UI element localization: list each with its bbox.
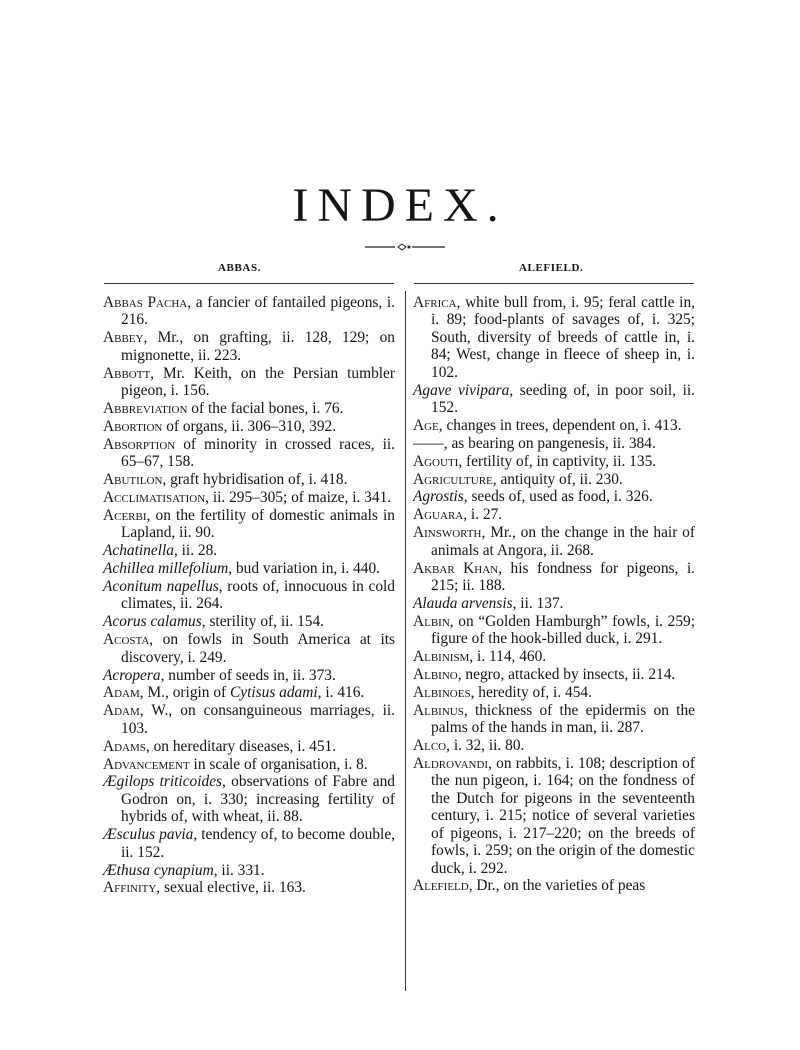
index-entry (413, 666, 695, 683)
ornamental-rule-icon (365, 241, 445, 253)
index-entry (103, 294, 395, 329)
index-headword: Albinus (413, 701, 464, 719)
index-entry-text: , i. 32, ii. 80. (446, 737, 525, 755)
index-entry (103, 756, 395, 773)
index-entry-text: , fertility of, in captivity, ii. 135. (458, 452, 657, 470)
index-entry (103, 329, 395, 364)
index-headword: Aldrovandi (413, 755, 489, 773)
index-entry-text: , ii. 295–305; of maize, i. 341. (205, 488, 392, 506)
index-entry (413, 613, 695, 648)
index-entry-text: , number of seeds in, ii. 373. (160, 666, 336, 684)
index-headword: Absorption (103, 435, 176, 453)
index-entry (413, 417, 695, 434)
index-entry-text: , Mr., on the change in the hair of animals at Angora, ii. 268. (431, 524, 695, 559)
index-entry (103, 613, 395, 630)
page-title: INDEX. (292, 179, 508, 232)
index-entry-text: , on rabbits, i. 108; description of the nun pigeon, i. 164; on the fondness of the Dutch for pigeons in the seventeenth century, i. 215; notice of several varieties of pigeons, i. 217–220; on the breeds of fowls, i. 259; on the origin of the domestic duck, i. 292. (431, 755, 695, 877)
index-entry-text: , tendency of, to become double, ii. 152. (121, 826, 395, 861)
index-entry-text: , his fondness for pigeons, i. 215; ii. 188. (431, 559, 695, 594)
index-entry (103, 702, 395, 737)
index-headword: —— (413, 434, 444, 452)
index-entry-italic: Cytisus adami (230, 684, 318, 702)
index-entry-text: , on the fertility of domestic animals in Lapland, ii. 90. (121, 506, 395, 542)
index-entry-text: , i. 416. (317, 684, 365, 702)
index-entry (413, 294, 695, 381)
index-headword: Adams (103, 737, 146, 755)
index-headword: Albin (413, 612, 450, 630)
index-entry-text: , W., on consanguineous marriages, ii. 103. (121, 702, 395, 737)
index-entry (413, 755, 695, 877)
index-headword: Africa (413, 294, 457, 311)
index-headword: Abbott (103, 364, 151, 382)
index-headword: Alco (413, 737, 447, 755)
index-headword: Agrostis (413, 488, 464, 506)
index-headword: Abortion (103, 417, 163, 435)
index-entry (103, 667, 395, 684)
index-entry-text: , changes in trees, dependent on, i. 413. (438, 416, 682, 434)
index-entry (103, 773, 395, 825)
index-entry-text: , white bull from, i. 95; feral cattle in, i. 89; food-plants of savages of, i. 325; South, diversity of breeds of cattle in, i. 84; West, change in fleece of sheep in, i. 102. (431, 294, 695, 381)
index-entry-text: , i. 27. (463, 506, 503, 524)
index-entry-text: , ii. 137. (512, 594, 564, 612)
index-entry (103, 862, 395, 879)
index-entry (103, 418, 395, 435)
header-rule-right (414, 283, 694, 284)
running-head-right: ALEFIELD. (519, 262, 584, 274)
index-entry (413, 506, 695, 523)
index-entry (103, 400, 395, 417)
index-entry (413, 471, 695, 488)
index-headword: Age (413, 416, 439, 434)
index-headword: Acosta (103, 631, 150, 649)
index-entry-text: of organs, ii. 306–310, 392. (162, 417, 337, 435)
index-headword: Abbreviation (103, 399, 188, 417)
index-headword: Abbas Pacha (103, 294, 188, 311)
index-headword: Alefield (413, 877, 469, 895)
index-entry (413, 435, 695, 452)
index-entry (413, 488, 695, 505)
index-entry-text: , sexual elective, ii. 163. (156, 879, 306, 897)
index-entry (103, 578, 395, 613)
index-entry (103, 631, 395, 666)
header-rule-left (104, 283, 394, 284)
index-entry (413, 737, 695, 754)
index-headword: Ainsworth (413, 524, 482, 542)
index-entry (103, 684, 395, 701)
index-entry (413, 453, 695, 470)
index-entry-text: , sterility of, ii. 154. (201, 613, 325, 631)
index-entry-text: , bud variation in, i. 440. (228, 560, 380, 578)
index-entry-text: in scale of organisation, i. 8. (189, 755, 368, 773)
running-head-left: ABBAS. (218, 262, 262, 274)
index-entry (103, 879, 395, 896)
index-entry (103, 560, 395, 577)
index-entry-text: , seeding of, in poor soil, ii. 152. (431, 381, 695, 416)
index-entry-text: , roots of, innocuous in cold climates, ii. 264. (121, 578, 395, 613)
index-entry-text: , Mr., on grafting, ii. 128, 129; on mignonette, ii. 223. (121, 329, 395, 364)
index-headword: Adam (103, 702, 140, 720)
index-entry (413, 877, 695, 894)
index-entry-text: , observations of Fabre and Godron on, i. 330; increasing fertility of hybrids of, with wheat, ii. 88. (121, 773, 395, 826)
index-headword: Æsculus pavia (103, 826, 194, 844)
index-headword: Albino (413, 666, 458, 684)
index-entry (413, 648, 695, 665)
index-headword: Acerbi (103, 506, 147, 524)
index-headword: Adam (103, 684, 140, 702)
index-entry-text: , antiquity of, ii. 230. (492, 470, 623, 488)
index-column-left (103, 294, 395, 1014)
column-divider (405, 291, 406, 991)
index-entry-text: , negro, attacked by insects, ii. 214. (457, 666, 676, 684)
index-entry (413, 524, 695, 559)
index-headword: Ægilops triticoides (103, 773, 223, 791)
index-entry-text: , on fowls in South America at its discovery, i. 249. (121, 631, 395, 666)
index-entry-text: , Mr. Keith, on the Persian tumbler pigeon, i. 156. (121, 364, 395, 400)
index-entry (413, 560, 695, 595)
index-entry (103, 826, 395, 861)
index-headword: Achatinella (103, 542, 174, 560)
index-headword: Æthusa cynapium (103, 861, 214, 879)
index-entry (413, 702, 695, 737)
index-entry-text: , on “Golden Hamburgh” fowls, i. 259; figure of the hook-billed duck, i. 291. (431, 612, 695, 648)
index-entry-text: , thickness of the epidermis on the palms of the hands in man, ii. 287. (431, 701, 695, 737)
index-entry-text: , ii. 331. (213, 861, 265, 879)
index-headword: Acorus calamus (103, 613, 202, 631)
index-headword: Advancement (103, 755, 190, 773)
index-entry-text: , i. 114, 460. (469, 648, 547, 666)
index-column-right (413, 294, 695, 1014)
index-entry-text: , seeds of, used as food, i. 326. (463, 488, 653, 506)
index-headword: Aconitum napellus (103, 578, 219, 595)
index-entry (103, 738, 395, 755)
index-entry-text: , ii. 28. (173, 542, 218, 560)
index-entry (103, 507, 395, 542)
index-headword: Abutilon (103, 471, 163, 489)
index-headword: Agave vivipara (413, 381, 510, 399)
index-entry-text: , a fancier of fantailed pigeons, i. 216. (121, 294, 395, 329)
index-headword: Acclimatisation (103, 488, 206, 506)
index-entry-text: , on hereditary diseases, i. 451. (145, 737, 337, 755)
index-entry-text: , Dr., on the varieties of peas (468, 877, 646, 895)
index-headword: Aguara (413, 506, 464, 524)
index-headword: Albinoes (413, 683, 471, 701)
index-headword: Alauda arvensis (413, 594, 513, 612)
index-entry (103, 471, 395, 488)
index-entry-text: , graft hybridisation of, i. 418. (162, 471, 348, 489)
index-headword: Agriculture (413, 470, 493, 488)
index-entry (413, 595, 695, 612)
index-headword: Akbar Khan (413, 559, 499, 577)
index-entry (413, 684, 695, 701)
index-entry-text: , heredity of, i. 454. (470, 683, 592, 701)
index-entry (103, 542, 395, 559)
index-headword: Abbey (103, 329, 144, 347)
index-entry (103, 489, 395, 506)
index-entry-text: , M., origin of (139, 684, 230, 702)
index-headword: Acropera (103, 666, 161, 684)
index-entry-text: of minority in crossed races, ii. 65–67, 158. (121, 435, 395, 471)
index-headword: Achillea millefolium (103, 560, 229, 578)
index-entry (413, 382, 695, 417)
index-headword: Agouti (413, 452, 459, 470)
index-entry (103, 365, 395, 400)
index-entry-text: of the facial bones, i. 76. (187, 399, 344, 417)
index-headword: Albinism (413, 648, 470, 666)
index-entry (103, 436, 395, 471)
index-entry-text: , as bearing on pangenesis, ii. 384. (443, 434, 656, 452)
index-headword: Affinity (103, 879, 157, 897)
